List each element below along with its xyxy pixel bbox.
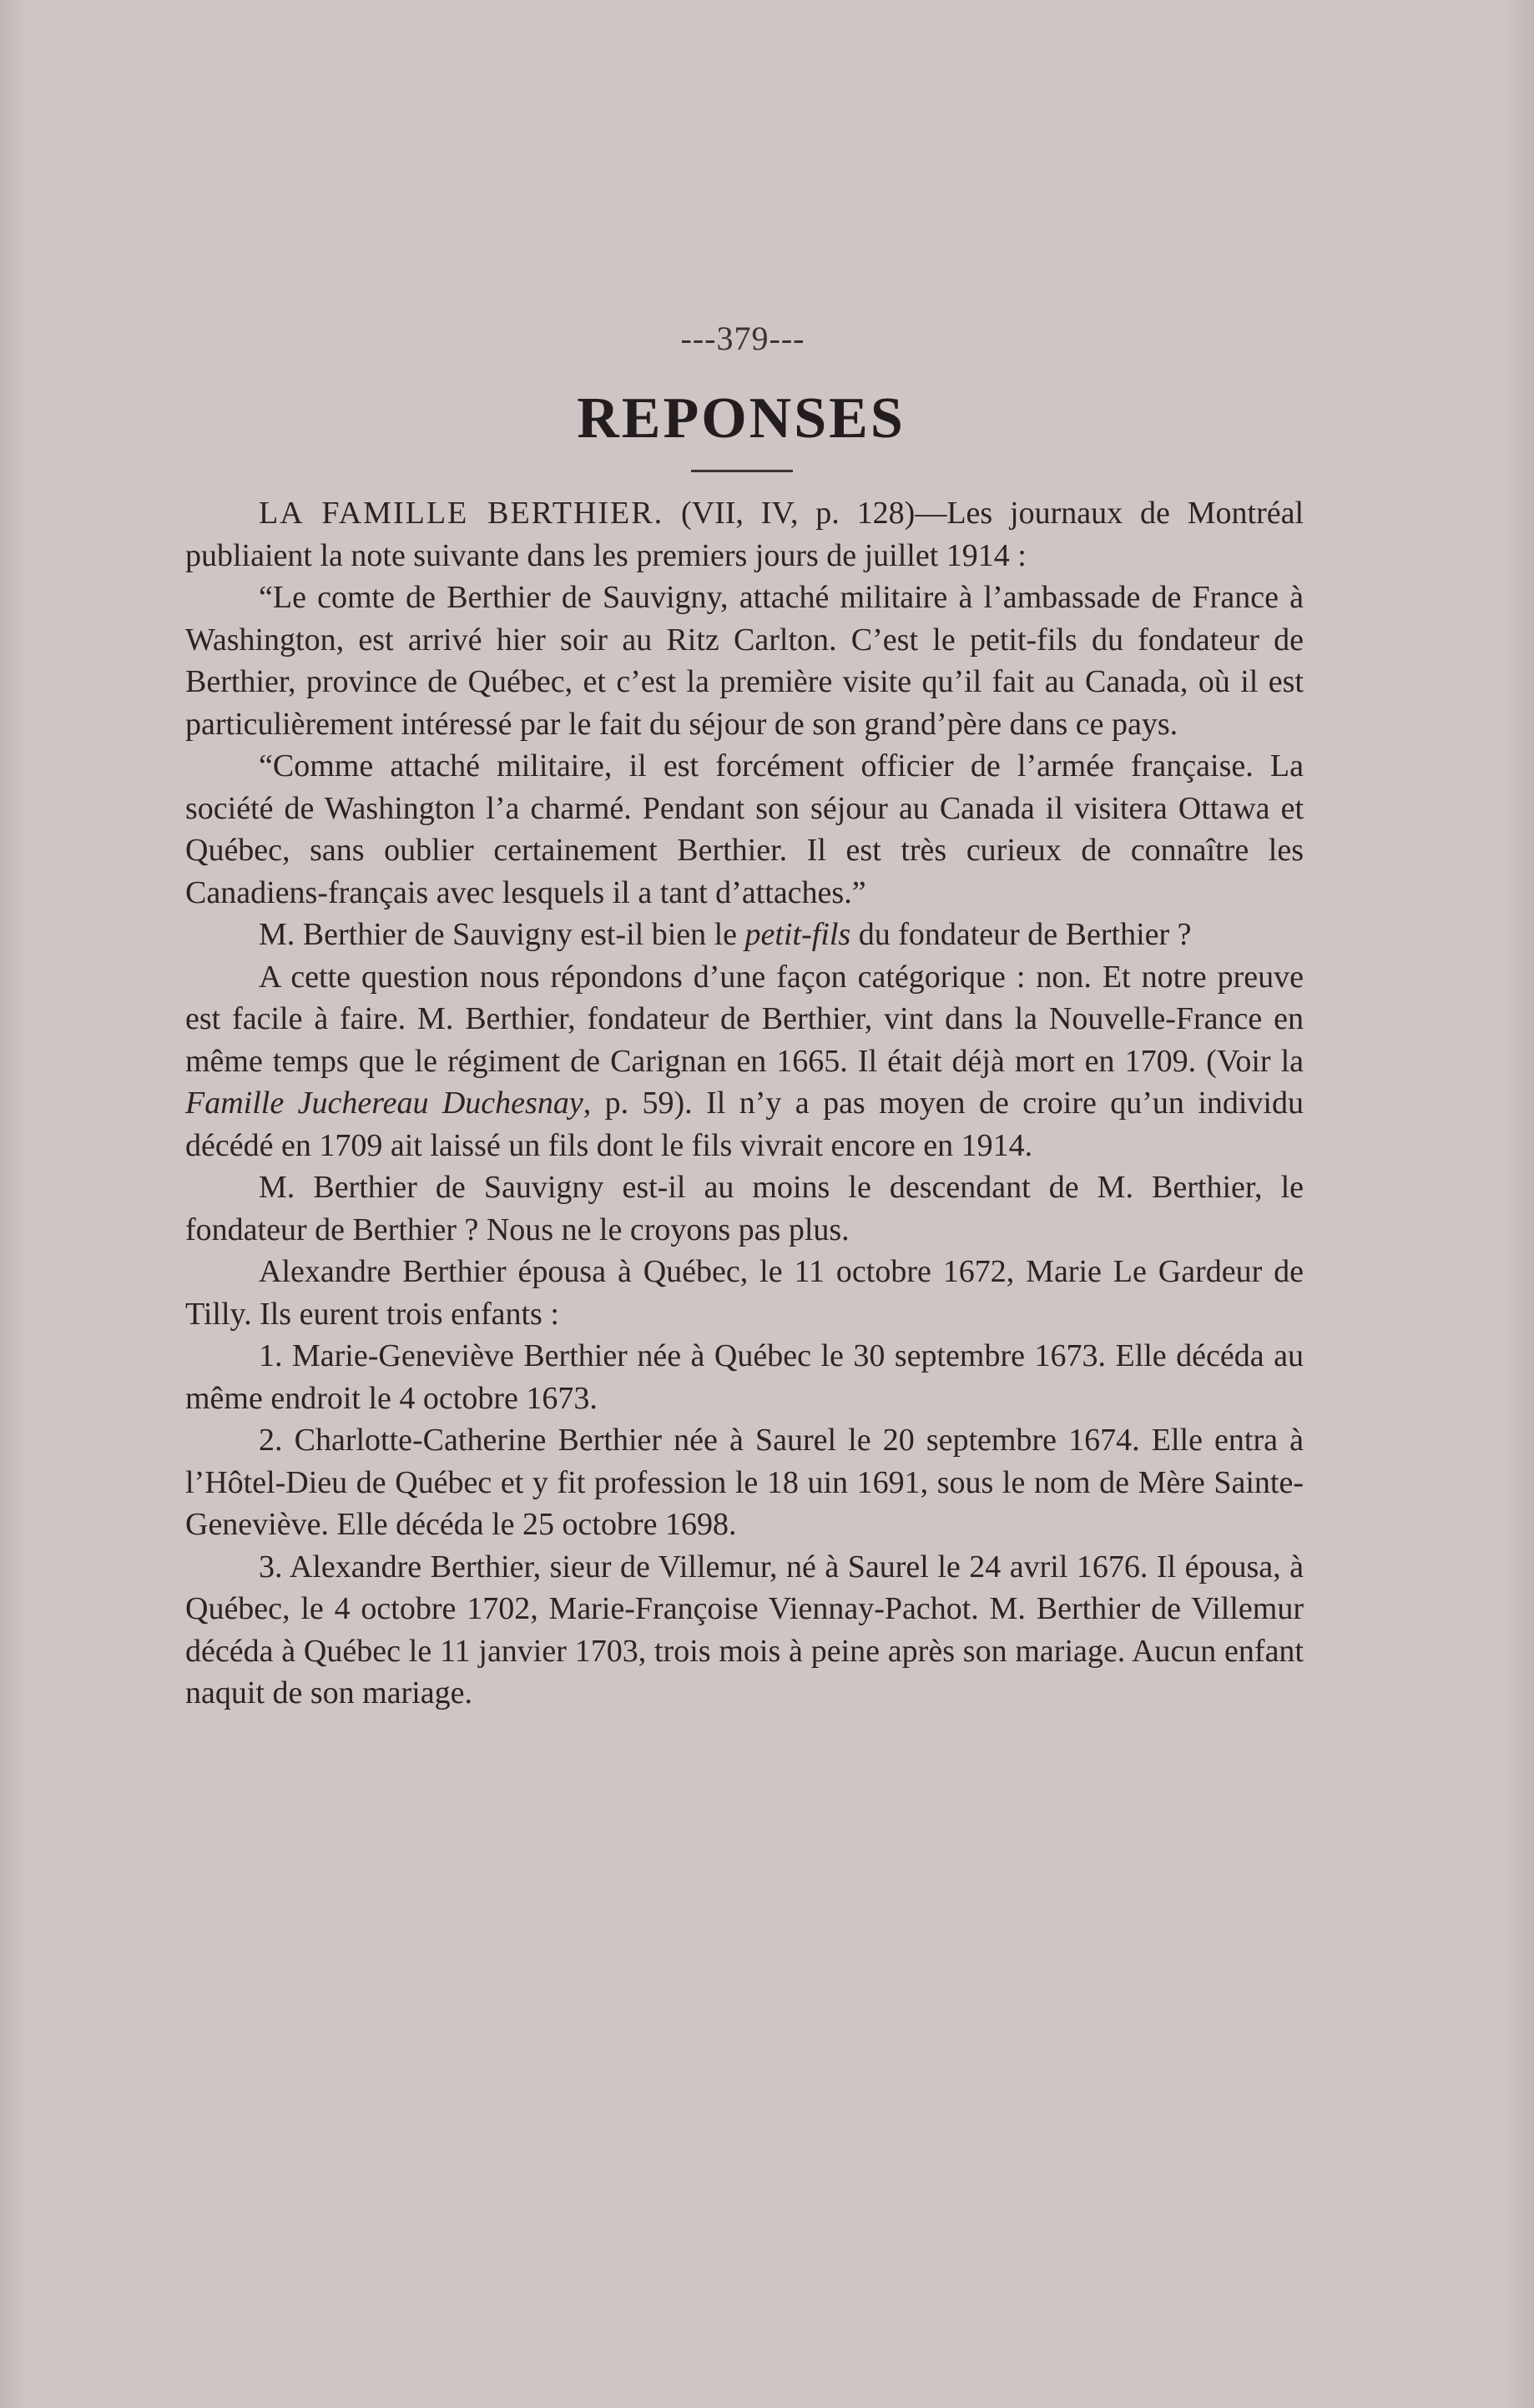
answer-paragraph [185, 956, 1304, 1167]
list-item: 3. Alexandre Berthier, sieur de Villemur, né à Saurel le 24 avril 1676. Il épousa, à Québec, le 4 octobre 1702, Marie-Françoise Viennay-Pachot. M. Berthier de Villemur décéda à Québec le 11 janvier 1703, trois mois à peine après son mariage. Aucun enfant naquit de son mariage. [185, 1549, 1304, 1710]
question-italic: petit-fils [744, 917, 851, 952]
answer-text-a: A cette question nous répondons d’une façon catégorique : non. Et notre preuve est facile à faire. M. Berthier, fondateur de Berthier, vint dans la Nouvelle-France en même temps que le régiment de Carignan en 1665. Il était déjà mort en 1709. (Voir la [185, 959, 1304, 1079]
question-paragraph [185, 914, 1304, 956]
title-rule [691, 470, 793, 472]
section-title: REPONSES [577, 386, 906, 451]
quote-paragraph-1: “Le comte de Berthier de Sauvigny, attaché militaire à l’ambassade de France à Washington, est arrivé hier soir au Ritz Carlton. C’est le petit-fils du fondateur de Berthier, province de Québec, et c’est la première visite qu’il fait au Canada, où il est particulièrement intéressé par le fait du séjour de son grand’père dans ce pays. [185, 580, 1304, 742]
article-heading: LA FAMILLE BERTHIER. [259, 496, 664, 531]
question-text-a: M. Berthier de Sauvigny est-il bien le [259, 917, 738, 952]
question-text-b: du fondateur de Berthier ? [858, 917, 1192, 952]
page-number: ---379--- [680, 320, 805, 357]
quote-paragraph-2: “Comme attaché militaire, il est forcément officier de l’armée française. La société de Washington l’a charmé. Pendant son séjour au Canada il visitera Ottawa et Québec, sans oublier certainement Berthier. Il est très curieux de connaître les Canadiens-français avec lesquels il a tant d’attaches.” [185, 748, 1304, 910]
intro-text: (VII, IV, p. 128)—Les journaux de Montréal publiaient la note suivante dans les premiers jours de juillet 1914 : [185, 496, 1304, 573]
list-item: 1. Marie-Geneviève Berthier née à Québec le 30 septembre 1673. Elle décéda au même endroit le 4 octobre 1673. [185, 1338, 1304, 1416]
children-list [185, 1335, 1304, 1715]
answer-italic: Famille Juchereau Duchesnay [185, 1086, 583, 1121]
article-body [185, 492, 1304, 1715]
intro-paragraph [185, 492, 1304, 577]
list-item: 2. Charlotte-Catherine Berthier née à Saurel le 20 septembre 1674. Elle entra à l’Hôtel-Dieu de Québec et y fit profession le 18 uin 1691, sous le nom de Mère Sainte-Geneviève. Elle décéda le 25 octobre 1698. [185, 1423, 1304, 1542]
answer-text-b: , p. 59). Il n’y a pas moyen de croire qu’un individu décédé en 1709 ait laissé un fils dont le fils vivrait encore en 1914. [185, 1086, 1304, 1163]
question-2-paragraph: M. Berthier de Sauvigny est-il au moins le descendant de M. Berthier, le fondateur de Berthier ? Nous ne le croyons pas plus. [185, 1170, 1304, 1247]
marriage-paragraph: Alexandre Berthier épousa à Québec, le 11 octobre 1672, Marie Le Gardeur de Tilly. Ils eurent trois enfants : [185, 1254, 1304, 1332]
